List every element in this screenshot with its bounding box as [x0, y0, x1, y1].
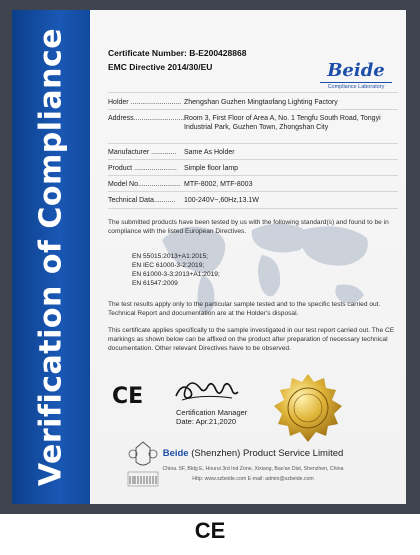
ce-caption: CE	[194, 518, 226, 543]
divider	[108, 159, 398, 160]
field-value: Zhengshan Guzhen Mingtaofang Lighting Factory	[184, 99, 338, 106]
field-label: Model No......................	[108, 181, 181, 188]
standard-item: EN 61547:2009	[132, 280, 178, 287]
directive-line: EMC Directive 2014/30/EU	[108, 62, 213, 72]
footer-brand: Beide	[162, 448, 189, 459]
footer-address: China. 5F, Bldg E, Hourui 3rd Ind Zone, Xixiang, Bao'an Dist, Shenzhen, China	[162, 466, 344, 472]
footer-company	[108, 448, 398, 459]
divider	[108, 208, 398, 209]
standards-list	[132, 252, 332, 288]
field-label: Address...........................	[108, 115, 187, 122]
certificate-content	[102, 10, 402, 504]
divider	[108, 92, 398, 93]
footer-contacts: Http: www.szbeide.com E-mail: admin@szbeide.com	[192, 476, 314, 482]
signature-date: Date: Apr.21,2020	[176, 417, 237, 426]
divider	[108, 191, 398, 192]
field-value: Simple floor lamp	[184, 165, 239, 172]
standard-item: EN 55015:2013+A1:2015;	[132, 253, 209, 260]
divider	[108, 109, 398, 110]
field-value: Same As Holder	[184, 149, 235, 156]
standard-item: EN 61000-3-3:2013+A1:2019;	[132, 271, 220, 278]
field-value: 100-240V~,60Hz,13.1W	[184, 197, 259, 204]
field-label: Technical Data...........	[108, 197, 176, 204]
divider	[108, 175, 398, 176]
side-banner-text: Verification of Compliance	[33, 27, 69, 487]
field-label: Manufacturer .............	[108, 149, 177, 156]
certification-manager-block	[176, 408, 247, 426]
test-results-paragraph: The test results apply only to the particular sample tested and to the specific tests carried out. Technical Report and documentation are at the Holder's disposal.	[108, 301, 381, 317]
field-label: Holder ..........................	[108, 99, 182, 106]
divider	[108, 143, 398, 144]
signature-image	[172, 376, 242, 404]
field-value: MTF-8002, MTF-8003	[184, 181, 253, 188]
logo-wordmark: Beide	[327, 60, 385, 81]
intro-paragraph: The submitted products have been tested by us with the following standard(s) and found to be in compliance with the listed European Directives.	[108, 219, 389, 235]
beide-logo	[316, 60, 396, 94]
logo-subtitle: Compliance Laboratory	[327, 84, 385, 90]
signatory-role: Certification Manager	[176, 408, 248, 417]
footer-company-rest: (Shenzhen) Product Service Limited	[188, 448, 344, 459]
field-label: Product ......................	[108, 165, 177, 172]
logo-underline	[320, 82, 392, 83]
field-value: Room 3, First Floor of Area A, No. 1 Tengfu South Road, Tongyi Industrial Park, Guzhen Town, Zhongshan City	[184, 115, 381, 131]
gold-seal	[272, 372, 344, 444]
ce-mark: CE	[112, 384, 144, 409]
applies-paragraph: This certificate applies specifically to the sample investigated in our test report carried out. The CE markings as shown below can be affixed on the product after preparation of necessary technical documentation. Other relevant Directives have to be observed.	[108, 327, 395, 352]
side-banner	[12, 10, 90, 504]
certificate-number: Certificate Number: B-E200428868	[108, 48, 247, 58]
standard-item: EN IEC 61000-3-2:2019;	[132, 262, 205, 269]
